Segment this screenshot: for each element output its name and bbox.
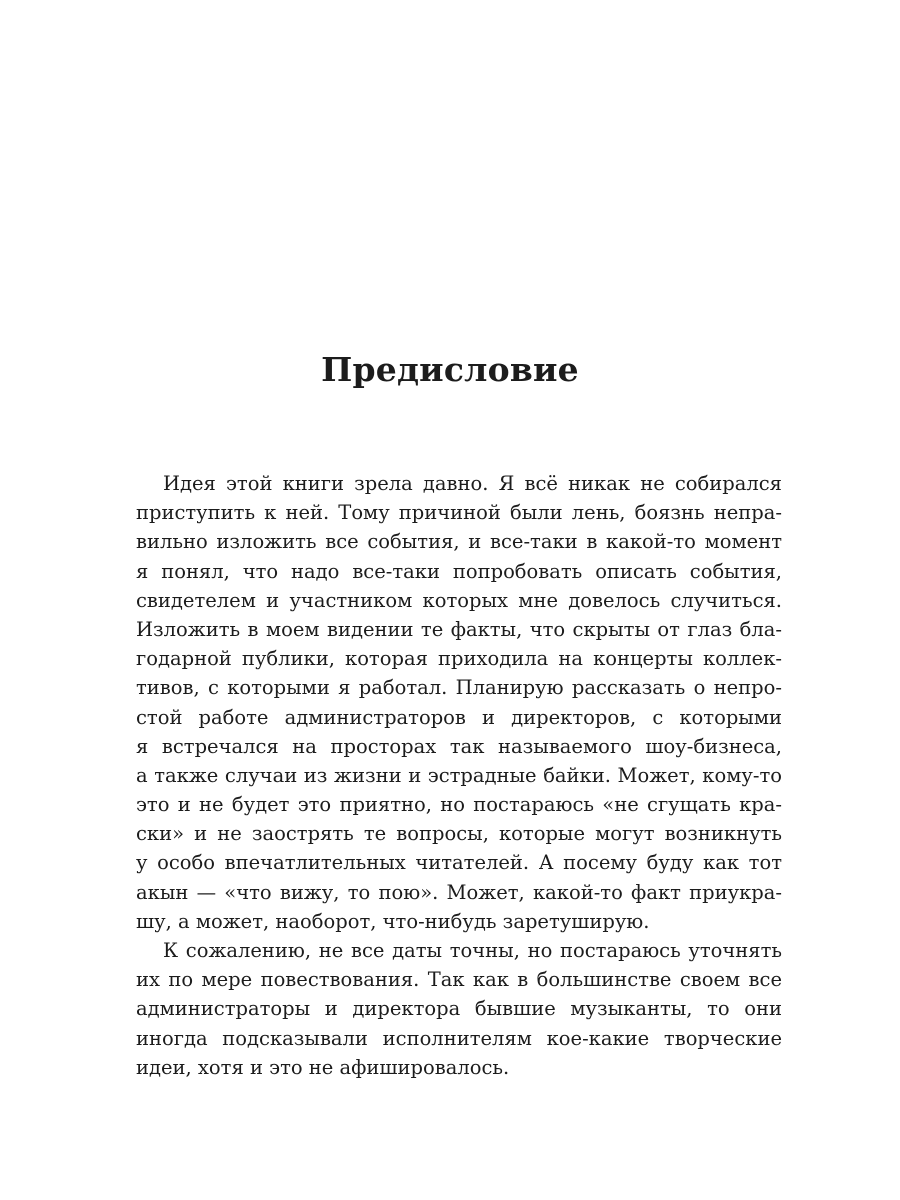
paragraph-2 <box>136 936 782 1082</box>
text-line: свидетелем и участником которых мне довелось случиться. <box>136 588 782 612</box>
text-line: шу, а может, наоборот, что-нибудь заретуширую. <box>136 909 650 933</box>
text-line: я встречался на просторах так называемого шоу-бизнеса, <box>136 734 782 758</box>
text-line: я понял, что надо все-таки попробовать описать события, <box>136 559 782 583</box>
text-line: иногда подсказывали исполнителям кое-какие творческие <box>136 1026 782 1050</box>
text-line: вильно изложить все события, и все-таки в какой-то момент <box>136 530 782 554</box>
text-line: акын — «что вижу, то пою». Может, какой-то факт приукра- <box>136 880 782 904</box>
text-line: ски» и не заострять те вопросы, которые могут возникнуть <box>136 822 782 846</box>
body-text <box>136 469 782 1082</box>
text-line: Изложить в моем видении те факты, что скрыты от глаз бла- <box>136 617 782 641</box>
text-line: тивов, с которыми я работал. Планирую рассказать о непро- <box>136 676 782 700</box>
text-line: идеи, хотя и это не афишировалось. <box>136 1055 510 1079</box>
text-line: Идея этой книги зрела давно. Я всё никак не собирался <box>163 472 782 495</box>
text-line: это и не будет это приятно, но постараюсь «не сгущать кра- <box>136 793 782 817</box>
text-line: годарной публики, которая приходила на концерты коллек- <box>136 647 782 671</box>
text-line: их по мере повествования. Так как в большинстве своем все <box>136 968 782 992</box>
text-line: у особо впечатлительных читателей. А посему буду как тот <box>136 851 782 875</box>
text-line: К сожалению, не все даты точны, но постараюсь уточнять <box>163 939 782 962</box>
paragraph-1 <box>136 469 782 936</box>
text-line: администраторы и директора бывшие музыканты, то они <box>136 997 782 1021</box>
page-title: Предисловие <box>321 350 579 389</box>
text-line: стой работе администраторов и директоров, с которыми <box>136 705 782 729</box>
text-line: приступить к ней. Тому причиной были лень, боязнь непра- <box>136 501 782 525</box>
text-line: а также случаи из жизни и эстрадные байки. Может, кому-то <box>136 763 782 787</box>
